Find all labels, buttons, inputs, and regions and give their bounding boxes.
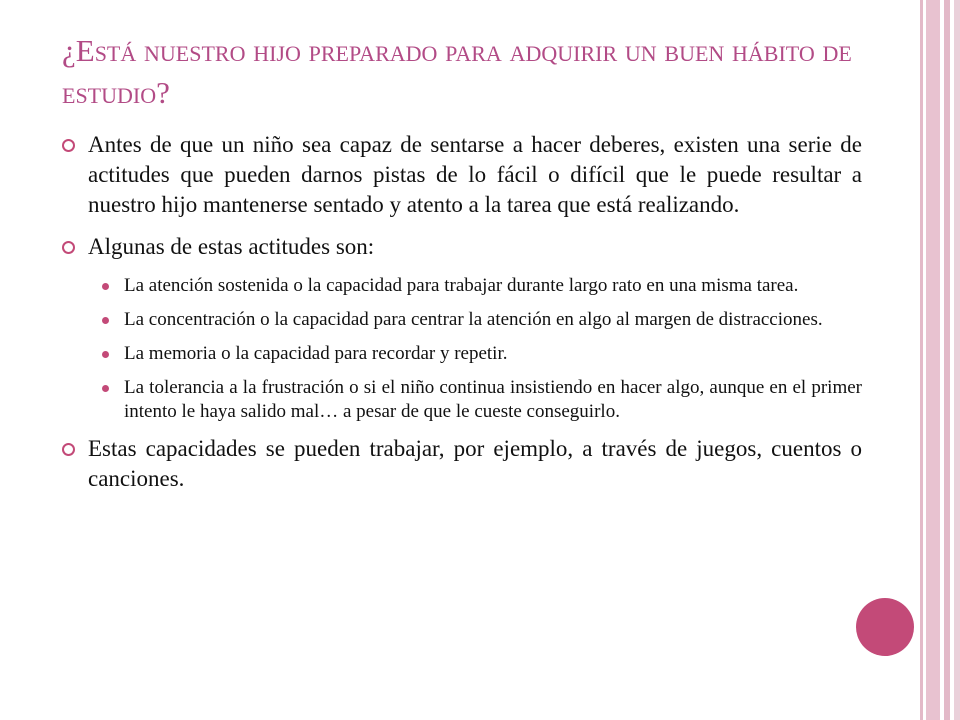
bullet-item (62, 130, 862, 220)
border-line (920, 0, 923, 720)
ring-bullet-icon (62, 139, 75, 152)
border-band (926, 0, 940, 720)
border-line (954, 0, 960, 720)
sub-bullet-text: La memoria o la capacidad para recordar y repetir. (124, 343, 508, 364)
bullet-text: Antes de que un niño sea capaz de sentarse a hacer deberes, existen una serie de actitudes que pueden darnos pistas de lo fácil o difícil que le puede resultar a nuestro hijo mantenerse sentado y atento a la tarea que está realizando. (88, 132, 862, 217)
dot-bullet-icon (102, 283, 109, 290)
dot-bullet-icon (102, 317, 109, 324)
bullet-text: Estas capacidades se pueden trabajar, por ejemplo, a través de juegos, cuentos o canciones. (88, 436, 862, 491)
sub-bullet-text: La concentración o la capacidad para centrar la atención en algo al margen de distracciones. (124, 309, 823, 330)
ring-bullet-icon (62, 443, 75, 456)
sub-bullet-item (62, 342, 862, 366)
bullet-item (62, 232, 862, 262)
ring-bullet-icon (62, 241, 75, 254)
slide-content (62, 130, 862, 506)
bullet-item (62, 434, 862, 494)
slide-title: ¿Está nuestro hijo preparado para adquirir un buen hábito de estudio? (62, 33, 852, 110)
border-line (944, 0, 950, 720)
sub-bullet-item (62, 308, 862, 332)
sub-bullet-item (62, 274, 862, 298)
sub-bullet-text: La atención sostenida o la capacidad para trabajar durante largo rato en una misma tarea. (124, 275, 799, 296)
accent-circle (856, 598, 914, 656)
dot-bullet-icon (102, 351, 109, 358)
dot-bullet-icon (102, 385, 109, 392)
bullet-text: Algunas de estas actitudes son: (88, 234, 375, 259)
sub-bullet-item (62, 376, 862, 424)
sub-bullet-text: La tolerancia a la frustración o si el niño continua insistiendo en hacer algo, aunque en el primer intento le haya salido mal… a pesar de que le cueste conseguirlo. (124, 377, 862, 422)
